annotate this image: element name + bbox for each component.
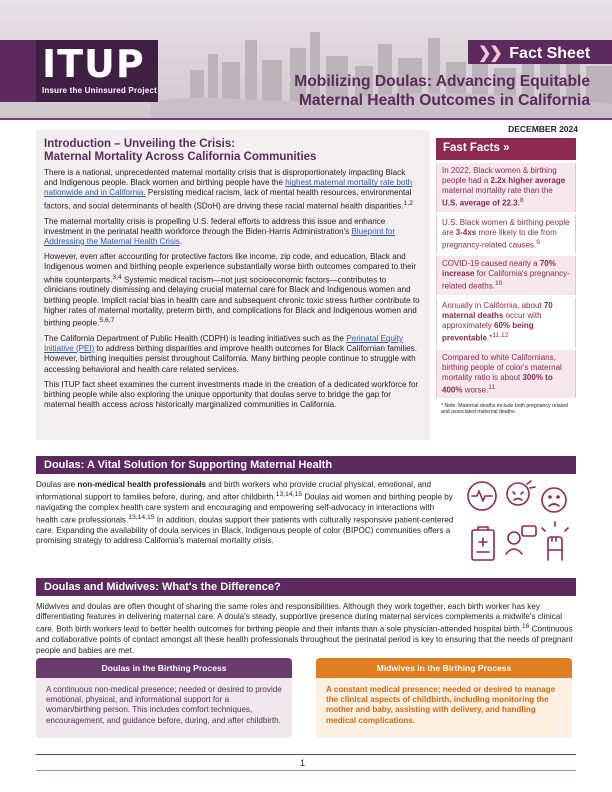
text-run: for California's pregnancy-related deaths. — [442, 269, 570, 291]
text-run: Annually in California, about — [442, 300, 544, 310]
logo-subtitle: Insure the Uninsured Project — [42, 86, 157, 95]
logo-accent-band — [0, 40, 36, 102]
text-run: Continuous and collaborative points of contact amongst all these health professionals throughout the perinatal period is key to ensuring that the needs of pregnant people and babies are met. — [36, 625, 573, 655]
heart-rate-icon — [468, 482, 496, 510]
difference-section-text — [36, 602, 576, 656]
footer-bottom-rule — [36, 770, 576, 771]
text-run: Doulas are — [36, 480, 78, 489]
logo-wordmark: ITUP — [42, 42, 145, 86]
intro-paragraph-1 — [44, 168, 420, 212]
text-run: to address birthing disparities and improve health outcomes for Black Californian families. However, birthing inequities persist throughout California. Many birthing people continue to struggle with accessing behavioral and health care related services. — [44, 344, 417, 374]
page-title — [294, 72, 590, 110]
talking-heads-icon — [506, 526, 536, 554]
stressed-face-icon — [507, 481, 535, 505]
text-run: Persisting medical racism, lack of mental health resources, environmental factors, and social determinants of health (SDoH) are driving these racial maternal health disparities. — [44, 188, 412, 211]
emphasis: U.S. average of 22.3. — [442, 198, 520, 208]
text-run: Doulas aid women and birthing people by navigating the complex health care system and encouraging and empowering self-advocacy in interactions with health care professionals. — [36, 492, 453, 525]
maternal-mortality-link[interactable]: highest maternal mortality rate both nationwide and in California. — [44, 178, 413, 198]
raised-fist-icon — [542, 522, 568, 560]
chevrons-icon: ❯❯ — [478, 45, 501, 62]
publication-date: DECEMBER 2024 — [508, 124, 578, 134]
title-line-2: Maternal Health Outcomes in California — [298, 92, 590, 109]
text-run: Midwives and doulas are often thought of sharing the same roles and responsibilities. Although they work together, each birth worker has key differentiating features in delivering maternal care. A doula's steady, supportive presence during maternal services complements a midwife's clinical care. Both birth workers lead to better health outcomes for birthing people and their infants than a sole physician-attended hospital birth. — [36, 602, 563, 635]
header-banner — [0, 0, 612, 118]
fact-sheet-tab — [468, 40, 612, 64]
sad-face-icon — [542, 488, 566, 512]
title-line-1: Mobilizing Doulas: Advancing Equitable — [294, 73, 590, 90]
midwives-process-body: A constant medical presence; needed or desired to manage the clinical aspects of childbirth, including monitoring the mother and baby, assisting with delivery, and handling medical complications. — [326, 685, 556, 725]
fast-fact-3 — [436, 256, 576, 295]
text-run: worse. — [462, 385, 489, 395]
text-run: In 2022, Black women & birthing people had a — [442, 166, 557, 185]
emphasis: 70 maternal deaths — [442, 300, 553, 320]
blueprint-link[interactable]: Blueprint for Addressing the Maternal Health Crisis — [44, 226, 396, 246]
fast-facts-panel — [436, 138, 576, 440]
emphasis: 70% increase — [442, 259, 556, 279]
intro-paragraph-4 — [44, 334, 420, 375]
emphasis: 3-4xs — [455, 227, 477, 237]
doulas-process-body: A continuous non-medical presence; needed or desired to provide emotional, physical, and informational support for a woman/birthing person. This includes comfort techniques, encouragement, and guidance before, during, and after childbirth. — [46, 685, 282, 725]
fast-facts-note: * Note: Maternal deaths include both pregnancy related and associated maternal deaths. — [441, 403, 568, 416]
text-run: Compared to white Californians, birthing people of color's maternal mortality ratio is about — [442, 352, 562, 382]
medical-clipboard-icon — [472, 527, 494, 560]
doulas-process-heading: Doulas in the Birthing Process — [36, 658, 292, 678]
citation: 1,2 — [403, 199, 413, 207]
citation: 16 — [521, 623, 530, 631]
intro-heading-line-2: Maternal Mortality Across California Communities — [44, 151, 317, 163]
fast-fact-2 — [436, 215, 576, 254]
fast-facts-heading: Fast Facts » — [436, 138, 576, 160]
text-run: . — [179, 236, 183, 246]
text-run: However, even after accounting for protective factors like income, zip code, and education, Black and Indigenous women and birthing people experience substantially worse birth outcomes compared to their white counterparts. — [44, 252, 417, 285]
footer-divider — [36, 754, 576, 755]
text-run: The maternal mortality crisis is propelling U.S. federal efforts to address this issue and enhance investment in the perinatal health workforce through the Biden-Harris Administration's — [44, 216, 386, 236]
text-run: maternal mortality rate than the — [442, 186, 553, 195]
page-number: 1 — [300, 758, 306, 768]
citation: 8 — [519, 197, 524, 204]
itup-logo — [36, 40, 158, 102]
citation: 11 — [488, 383, 496, 391]
doulas-process-box — [36, 658, 292, 738]
fast-fact-5 — [436, 350, 576, 399]
intro-section — [36, 130, 430, 440]
midwives-process-heading: Midwives in the Birthing Process — [316, 658, 572, 678]
text-run: COVID-19 caused nearly a — [442, 259, 540, 269]
fast-fact-4 — [436, 298, 576, 347]
text-run: and birth workers who provide crucial physical, emotional, and informational support to families before, during, and after childbirth. — [36, 480, 431, 502]
text-run: In addition, doulas support their patients with culturally responsive patient-centered care. Expanding the availability of doula services in Black, Indigenous people of color (BIPOC) communities offers a promising strategy to address California's maternal mortality crisis. — [36, 515, 454, 546]
midwives-process-box — [316, 658, 572, 738]
difference-section-heading: Doulas and Midwives: What's the Difference? — [36, 578, 576, 596]
intro-paragraph-2 — [44, 217, 420, 248]
citation: 3,4 — [112, 273, 122, 281]
citation: 13,14,15 — [275, 491, 303, 499]
header-divider — [0, 118, 612, 120]
perinatal-equity-link[interactable]: Perinatal Equity Initiative (PEI) — [44, 333, 404, 354]
intro-heading — [44, 138, 420, 164]
emphasis: 60% being preventable — [442, 320, 534, 343]
doulas-section-text — [36, 480, 454, 547]
text-run: more likely to die from pregnancy-related causes. — [442, 227, 557, 250]
intro-heading-line-1: Introduction – Unveiling the Crisis: — [44, 138, 236, 150]
emphasis: non-medical health professionals — [77, 480, 207, 489]
intro-paragraph-3 — [44, 252, 420, 329]
citation: 11,12 — [492, 331, 509, 339]
citation: 9 — [536, 238, 540, 246]
emphasis: 300% to 400% — [442, 372, 553, 395]
emphasis: 2.2x higher average — [490, 176, 566, 185]
text-run: .* — [486, 333, 493, 343]
text-run: Systemic medical racism—not just socioeconomic factors—contributes to clinicians routinely dismissing and delaying crucial maternal care for Black and Indigenous women and birthing people. Implicit racial bias in health care and subsequent chronic toxic stress further contribute to higher rates of maternal mortality, preterm birth, and complications for Black and Indigenous women and birthing people. — [44, 275, 420, 328]
doulas-section-heading: Doulas: A Vital Solution for Supporting Maternal Health — [36, 456, 576, 474]
citation: 13,14,15 — [128, 514, 155, 522]
text-run: U.S. Black women & birthing people are — [442, 217, 570, 237]
fast-fact-1 — [436, 163, 576, 212]
text-run: occur with approximately — [442, 310, 542, 330]
citation: 10 — [494, 280, 503, 288]
intro-paragraph-5: This ITUP fact sheet examines the current investments made in the creation of a dedicated workforce for birthing people while also exploring the unique opportunity that doulas serve to bridge the gap for maternal health access across historically marginalized communities in California. — [44, 379, 419, 410]
citation: 5,6,7 — [99, 317, 115, 325]
doula-icons-group — [464, 478, 574, 568]
text-run: There is a national, unprecedented maternal mortality crisis that is disproportionately impacting Black and Indigenous people. Black women and birthing people have the — [44, 168, 406, 188]
fact-sheet-label: Fact Sheet — [509, 45, 591, 62]
text-run: The California Department of Public Health (CDPH) is leading initiatives such as the — [44, 333, 347, 343]
